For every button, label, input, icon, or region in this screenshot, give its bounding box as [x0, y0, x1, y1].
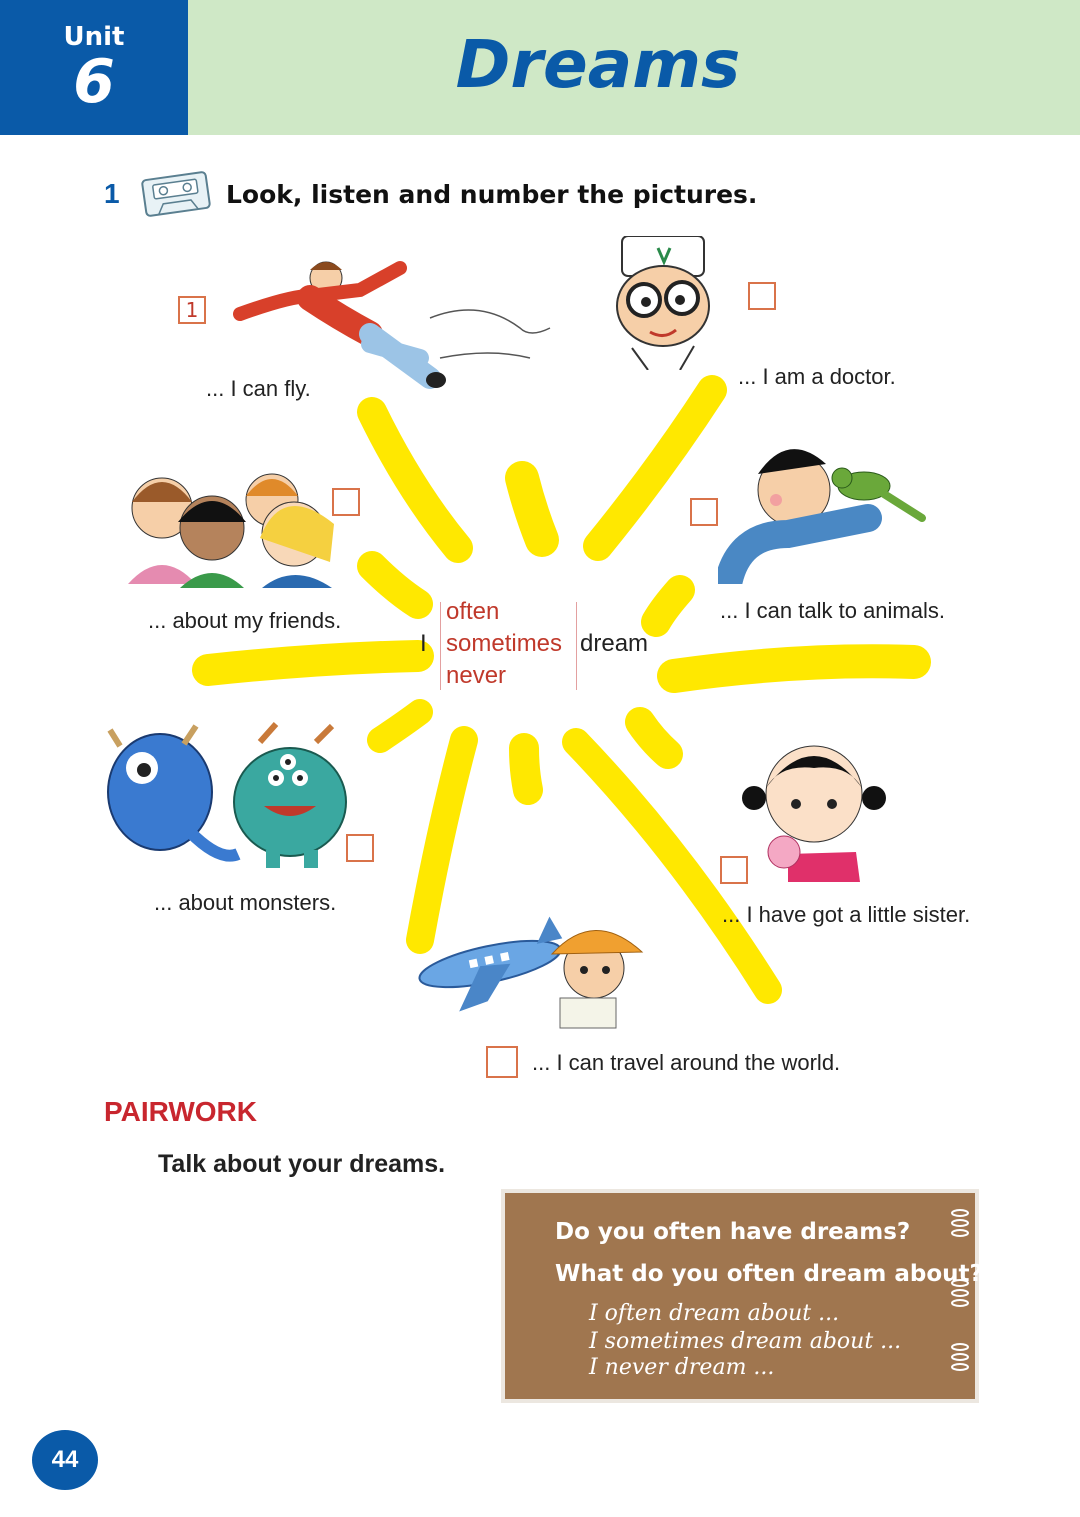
unit-number: 6: [73, 47, 115, 117]
picture-number-box-4[interactable]: [690, 498, 718, 526]
caption-fly: ... I can fly.: [206, 376, 311, 401]
adverb-often: often: [446, 598, 500, 625]
divider-right: [576, 602, 577, 690]
adverb-never: never: [446, 662, 507, 689]
doctor-illustration: [608, 236, 728, 370]
adverb-sometimes: sometimes: [446, 630, 563, 657]
monsters-illustration: [100, 722, 358, 872]
pairwork-heading: PAIRWORK: [104, 1096, 257, 1127]
exercise-number: 1: [104, 178, 120, 209]
answer-1: I often dream about ...: [589, 1301, 840, 1326]
center-subject: I: [420, 630, 427, 657]
caption-doctor: ... I am a doctor.: [738, 364, 896, 389]
unit-label: Unit: [63, 22, 125, 52]
caption-monsters: ... about monsters.: [154, 890, 337, 915]
picture-number-box-3[interactable]: [332, 488, 360, 516]
picture-number-box-7[interactable]: [486, 1046, 518, 1078]
page-title: Dreams: [455, 26, 741, 103]
picture-number-box-5[interactable]: [346, 834, 374, 862]
picture-number-box-6[interactable]: [720, 856, 748, 884]
little-sister-illustration: [738, 734, 888, 882]
center-verb: dream: [580, 630, 649, 657]
travel-illustration: [410, 914, 654, 1030]
picture-number-box-1[interactable]: 1: [178, 296, 206, 324]
boy-with-parrot-illustration: [718, 434, 930, 584]
question-2: What do you often dream about?: [555, 1261, 983, 1287]
caption-sister: ... I have got a little sister.: [722, 902, 971, 927]
pairwork-instruction: Talk about your dreams.: [158, 1150, 446, 1178]
frequency-adverbs: [446, 596, 562, 692]
dialogue-notepad: [505, 1193, 983, 1399]
spiral-binding-icon: [949, 1207, 971, 1387]
picture-number-box-2[interactable]: [748, 282, 776, 310]
caption-travel: ... I can travel around the world.: [532, 1050, 841, 1075]
friends-illustration: [122, 462, 346, 588]
divider-left: [440, 602, 441, 690]
caption-animals: ... I can talk to animals.: [720, 598, 945, 623]
answer-2: I sometimes dream about ...: [589, 1329, 902, 1354]
answer-3: I never dream ...: [589, 1355, 775, 1380]
page-number: 44: [32, 1430, 98, 1490]
caption-friends: ... about my friends.: [148, 608, 342, 633]
exercise-instruction: Look, listen and number the pictures.: [226, 180, 758, 209]
question-1: Do you often have dreams?: [555, 1219, 911, 1245]
